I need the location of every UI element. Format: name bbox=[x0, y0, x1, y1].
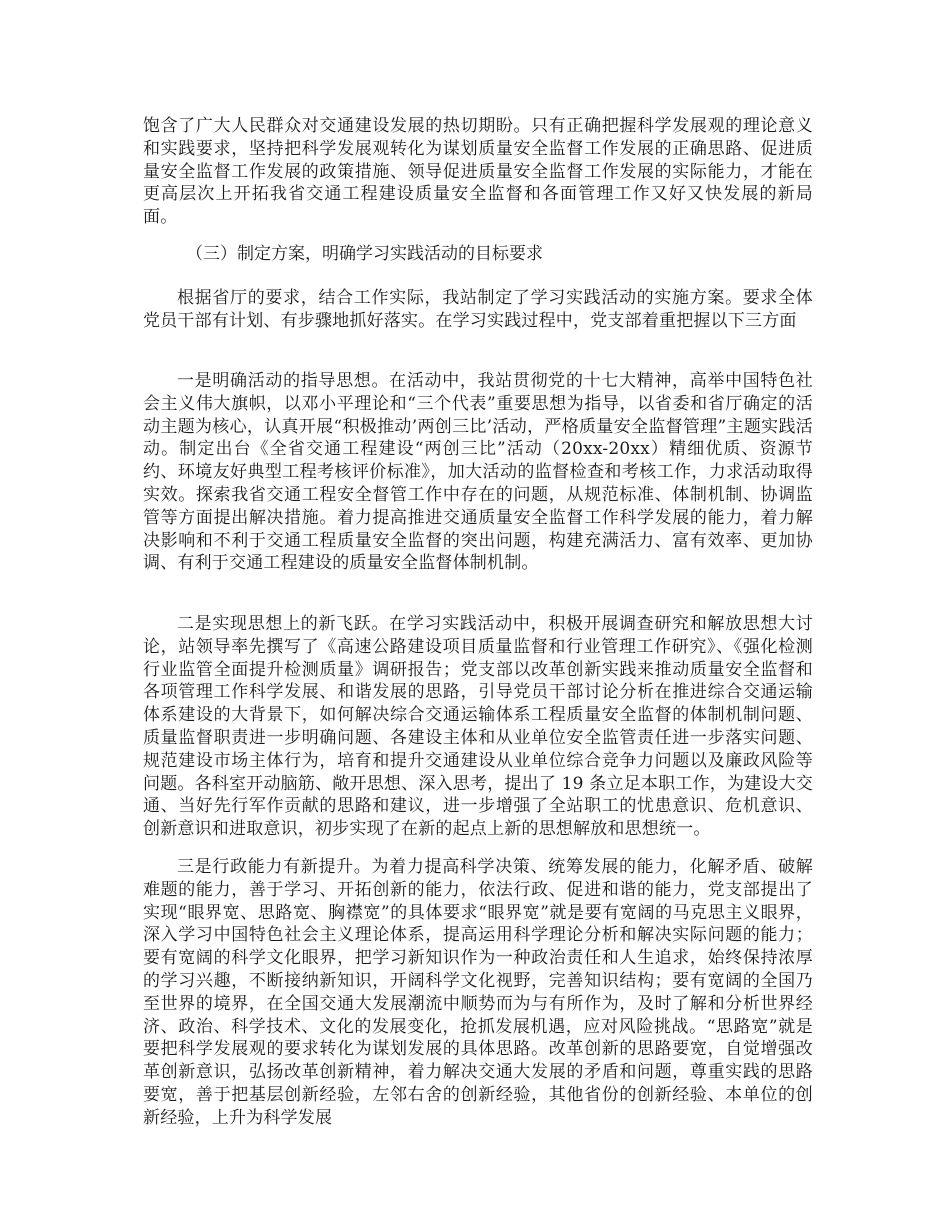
paragraph-administrative-ability: 三是行政能力有新提升。为着力提高科学决策、统筹发展的能力，化解矛盾、破解难题的能力，善于学习、开拓创新的能力，依法行政、促进和谐的能力，党支部提出了实现“眼界宽、思路宽、胸襟宽”的具体要求“眼界宽”就是要有宽阔的马克思主义眼界，深入学习中国特色社会主义理论体系，提高运用科学理论分析和解决实际问题的能力；要有宽阔的科学文化眼界，把学习新知识作为一种政治责任和人生追求，始终保持浓厚的学习兴趣，不断接纳新知识，开阔科学文化视野，完善知识结构；要有宽阔的全国乃至世界的境界，在全国交通大发展潮流中顺势而为与有所作为，及时了解和分析世界经济、政治、科学技术、文化的发展变化，抢抓发展机遇，应对风险挑战。“思路宽”就是要把科学发展观的要求转化为谋划发展的具体思路。改革创新的思路要宽，自觉增强改革创新意识，弘扬改革创新精神，着力解决交通大发展的矛盾和问题，尊重实践的思路要宽，善于把基层创新经验，左邻右舍的创新经验，其他省份的创新经验、本单位的创新经验，上升为科学发展 bbox=[143, 857, 813, 1128]
section-heading-3: （三）制定方案，明确学习实践活动的目标要求 bbox=[186, 244, 543, 264]
paragraph-continuation: 饱含了广大人民群众对交通建设发展的热切期盼。只有正确把握科学发展观的理论意义和实践要求，坚持把科学发展观转化为谋划质量安全监督工作发展的正确思路、促进质量安全监督工作发展的政策措施、领导促进质量安全监督工作发展的实际能力，才能在更高层次上开拓我省交通工程建设质量安全监督和各面管理工作又好又快发展的新局面。 bbox=[143, 116, 813, 228]
paragraph-new-leap: 二是实现思想上的新飞跃。在学习实践活动中，积极开展调查研究和解放思想大讨论，站领导率先撰写了《高速公路建设项目质量监督和行业管理工作研究》、《强化检测行业监管全面提升检测质量》调研报告；党支部以改革创新实践来推动质量安全监督和各项管理工作科学发展、和谐发展的思路，引导党员干部讨论分析在推进综合交通运输体系建设的大背景下，如何解决综合交通运输体系工程质量安全监督的体制机制问题、质量监督职责进一步明确问题、各建设主体和从业单位安全监管责任进一步落实问题、规范建设市场主体行为，培育和提升交通建设从业单位综合竞争力问题以及廉政风险等问题。各科室开动脑筋、敞开思想、深入思考，提出了 19 条立足本职工作，为建设大交通、当好先行军作贡献的思路和建议，进一步增强了全站职工的忧患意识、危机意识、创新意识和进取意识，初步实现了在新的起点上新的思想解放和思想统一。 bbox=[143, 614, 813, 840]
paragraph-guiding-thought: 一是明确活动的指导思想。在活动中，我站贯彻党的十七大精神，高举中国特色社会主义伟大旗帜，以邓小平理论和“三个代表”重要思想为指导，以省委和省厅确定的活动主题为核心，认真开展“积极推动’两创三比’活动，严格质量安全监督管理”主题实践活动。制定出台《全省交通工程建设“两创三比”活动（20xx-20xx）精细优质、资源节约、环境友好典型工程考核评价标准》，加大活动的监督检查和考核工作，力求活动取得实效。探索我省交通工程安全督管工作中存在的问题，从规范标准、体制机制、协调监管等方面提出解决措施。着力提高推进交通质量安全监督工作科学发展的能力，着力解决影响和不利于交通工程质量安全监督的突出问题，构建充满活力、富有效率、更加协调、有利于交通工程建设的质量安全监督体制机制。 bbox=[143, 371, 813, 574]
paragraph-plan: 根据省厅的要求，结合工作实际，我站制定了学习实践活动的实施方案。要求全体党员干部有计划、有步骤地抓好落实。在学习实践过程中，党支部着重把握以下三方面 bbox=[143, 288, 813, 331]
